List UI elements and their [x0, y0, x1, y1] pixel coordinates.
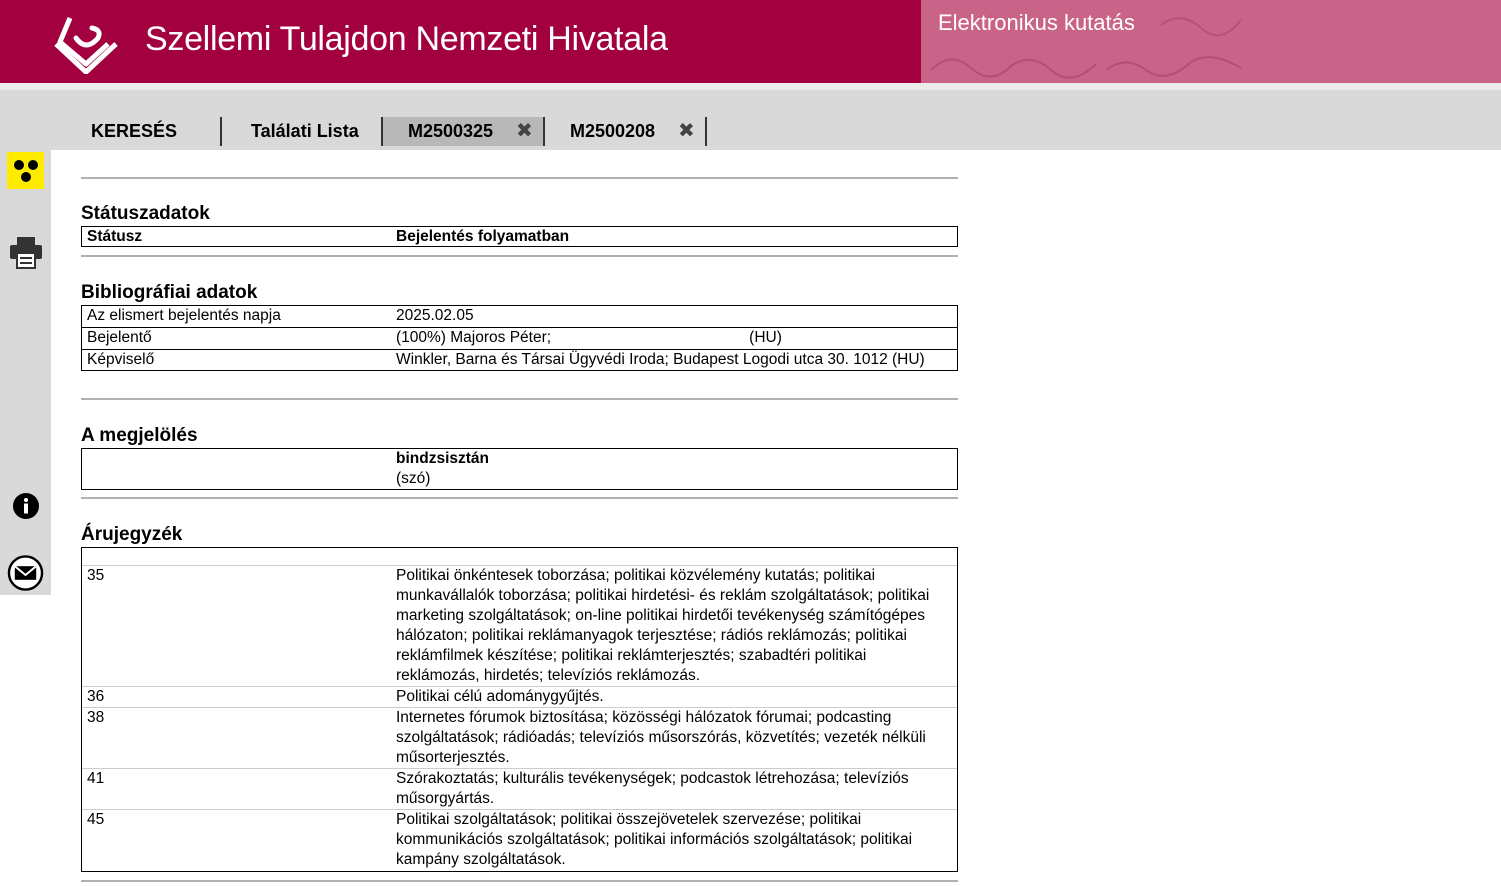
table-row: [82, 327, 957, 349]
row-label: [82, 449, 396, 489]
tab-label: KERESÉS: [91, 121, 178, 141]
row-label: Képviselő: [87, 351, 155, 368]
divider: [81, 880, 958, 882]
status-heading: Státuszadatok: [81, 203, 210, 224]
tab-divider: [220, 117, 222, 146]
status-table: [81, 226, 958, 247]
class-number: 35: [87, 567, 105, 584]
row-value: 2025.02.05: [396, 307, 474, 324]
row-value: [396, 449, 957, 489]
table-row: [82, 707, 957, 768]
divider: [81, 255, 958, 257]
tab-m2500208[interactable]: [545, 117, 705, 146]
row-label: Az elismert bejelentés napja: [87, 307, 281, 324]
tab-search[interactable]: [91, 117, 177, 146]
tab-bar: [0, 83, 1501, 150]
tab-divider: [705, 117, 707, 146]
table-row: [82, 768, 957, 809]
table-row: [82, 809, 957, 871]
mark-type: (szó): [396, 470, 431, 487]
info-icon[interactable]: [7, 487, 44, 524]
class-goods: Internetes fórumok biztosítása; közösségi hálózatok fórumai; podcasting szolgáltatások; rádióadás; televíziós műsorszórás, közvetítés; vezeték nélküli műsorterjesztés.: [396, 709, 926, 766]
table-row: [82, 306, 957, 327]
tab-label: M2500208: [570, 121, 656, 141]
status-value: Bejelentés folyamatban: [396, 228, 570, 245]
site-title: Szellemi Tulajdon Nemzeti Hivatala: [145, 20, 668, 58]
close-icon[interactable]: ✖: [678, 120, 695, 142]
sidebar: [0, 150, 51, 595]
row-value: Winkler, Barna és Társai Ügyvédi Iroda; Budapest Logodi utca 30. 1012 (HU): [396, 351, 925, 368]
hipo-logo-icon[interactable]: [52, 12, 120, 74]
divider: [81, 398, 958, 400]
table-row: [82, 227, 957, 246]
accessibility-icon[interactable]: [7, 152, 44, 189]
class-number: 45: [87, 811, 105, 828]
tab-label: M2500325: [408, 121, 494, 141]
biblio-heading: Bibliográfiai adatok: [81, 282, 258, 303]
banner: [921, 0, 1251, 83]
goods-heading: Árujegyzék: [81, 524, 183, 545]
class-number: 36: [87, 688, 105, 705]
tab-result-list[interactable]: [251, 117, 359, 146]
row-value: (100%) Majoros Péter; (HU): [396, 329, 782, 346]
class-goods: Politikai célú adománygyűjtés.: [396, 688, 604, 705]
class-goods: Politikai önkéntesek toborzása; politikai közvélemény kutatás; politikai munkavállalók toborzása; politikai hirdetési- és reklám szolgáltatások; politikai marketing szolgáltatások; on-line politikai hirdetői tevékenység számítógépes hálózaton; politikai reklámanyagok terjesztése; rádiós reklámozás; politikai reklámfilmek készítése; politikai reklámterjesztés; szabadtéri politikai reklámozás, hirdetés; televíziós reklámozás.: [396, 567, 930, 684]
class-number: 38: [87, 709, 105, 726]
table-row: [82, 686, 957, 707]
table-row: [82, 565, 957, 686]
goods-table: [81, 547, 958, 872]
mark-heading: A megjelölés: [81, 425, 198, 446]
class-goods: Szórakoztatás; kulturális tevékenységek; podcastok létrehozása; televíziós műsorgyártás.: [396, 770, 909, 807]
table-row: [82, 449, 957, 489]
banner-extension: [1251, 0, 1501, 83]
mail-icon[interactable]: [7, 554, 44, 591]
class-goods: Politikai szolgáltatások; politikai összejövetelek szervezése; politikai kommunikációs szolgáltatások; politikai információs szolgáltatások; politikai kampány szolgáltatások.: [396, 811, 913, 868]
close-icon[interactable]: ✖: [516, 120, 533, 142]
table-header-row: [82, 548, 957, 565]
table-row: [82, 349, 957, 370]
mark-table: [81, 448, 958, 490]
class-number: 41: [87, 770, 105, 787]
tab-label: Találati Lista: [251, 121, 359, 141]
tab-m2500325[interactable]: [383, 117, 543, 146]
divider: [81, 497, 958, 499]
row-label: Bejelentő: [87, 329, 152, 346]
divider: [81, 177, 958, 179]
print-icon[interactable]: [7, 233, 44, 270]
status-label: Státusz: [87, 228, 143, 245]
banner-title: Elektronikus kutatás: [938, 10, 1135, 35]
mark-word: bindzsisztán: [396, 450, 490, 467]
biblio-table: [81, 305, 958, 371]
